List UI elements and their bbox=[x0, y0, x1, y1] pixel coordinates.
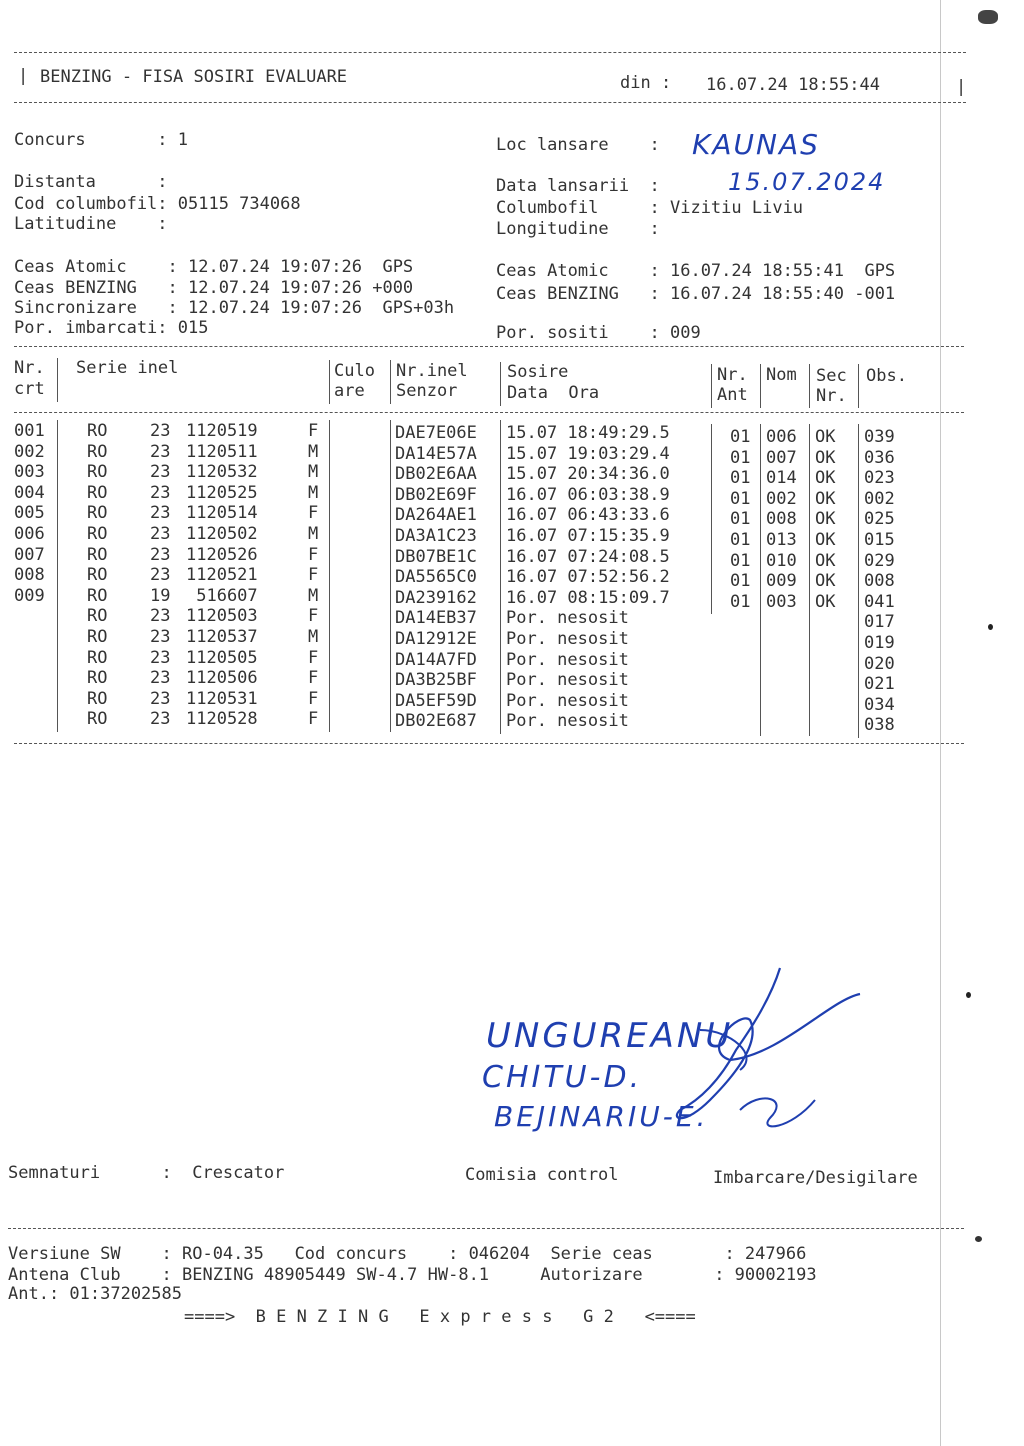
col-nr-header: Nr. bbox=[14, 358, 45, 378]
ring-country: RO bbox=[87, 565, 108, 586]
distanta-field: Distanta : bbox=[14, 172, 168, 192]
col-separator bbox=[390, 420, 391, 732]
ring-year: 23 bbox=[150, 462, 171, 483]
sec-status: OK bbox=[815, 530, 836, 550]
ring-number: 1120505 bbox=[186, 647, 258, 668]
ring-sex: M bbox=[308, 627, 319, 647]
ring-sex: M bbox=[308, 482, 319, 503]
obs-value: 039 bbox=[864, 427, 895, 447]
arrival-time: Por. nesosit bbox=[506, 690, 629, 711]
obs-value: 021 bbox=[864, 674, 895, 695]
data-lansarii-handwritten: 15.07.2024 bbox=[728, 168, 886, 196]
ring-year: 23 bbox=[150, 688, 171, 709]
sec-status: OK bbox=[815, 550, 836, 571]
arrival-time: 16.07 07:15:35.9 bbox=[506, 526, 670, 546]
ring-year: 23 bbox=[150, 565, 171, 586]
ring-country: RO bbox=[87, 668, 108, 689]
por-imbarcati: Por. imbarcati: 015 bbox=[14, 318, 209, 338]
ring-country: RO bbox=[87, 524, 108, 544]
clock-atomic-end: Ceas Atomic : 16.07.24 18:55:41 GPS bbox=[496, 261, 896, 281]
row-number: 008 bbox=[14, 565, 45, 586]
arrival-time: 16.07 06:03:38.9 bbox=[506, 484, 670, 505]
ring-sex: M bbox=[308, 462, 319, 483]
ring-country: RO bbox=[87, 606, 108, 627]
arrival-time: Por. nesosit bbox=[506, 711, 629, 732]
arrival-time: Por. nesosit bbox=[506, 608, 629, 629]
divider bbox=[14, 743, 964, 744]
arrival-time: 15.07 18:49:29.5 bbox=[506, 423, 670, 443]
col-nr-ant-header: Nr. bbox=[717, 365, 748, 385]
antenna-nr: 01 bbox=[730, 509, 751, 530]
latitudine-field: Latitudine : bbox=[14, 214, 168, 234]
date-label: din : bbox=[620, 73, 672, 93]
ring-country: RO bbox=[87, 462, 108, 483]
sensor-id: DA14EB37 bbox=[395, 608, 477, 629]
date-value: 16.07.24 18:55:44 bbox=[706, 75, 880, 95]
ring-country: RO bbox=[87, 421, 108, 441]
sensor-id: DA5EF59D bbox=[395, 690, 477, 711]
antenna-nr: 01 bbox=[730, 571, 751, 592]
arrival-time: 16.07 08:15:09.7 bbox=[506, 587, 670, 608]
col-separator bbox=[760, 424, 761, 736]
row-number: 009 bbox=[14, 585, 45, 606]
col-separator bbox=[858, 424, 859, 738]
ring-country: RO bbox=[87, 482, 108, 503]
columbofil-field: Columbofil : Vizitiu Liviu bbox=[496, 198, 804, 218]
divider bbox=[14, 52, 966, 53]
obs-value: 023 bbox=[864, 468, 895, 489]
col-sec-header: Sec bbox=[816, 366, 847, 386]
ring-year: 19 bbox=[150, 585, 171, 606]
signatures-label: Semnaturi : Crescator bbox=[8, 1163, 285, 1183]
obs-value: 036 bbox=[864, 447, 895, 468]
ring-number: 1120531 bbox=[186, 688, 258, 709]
nom-value: 010 bbox=[766, 550, 797, 571]
arrival-time: 16.07 06:43:33.6 bbox=[506, 505, 670, 526]
comisia-label: Comisia control bbox=[465, 1165, 619, 1185]
sensor-id: DB02E687 bbox=[395, 711, 477, 732]
arrival-time: 16.07 07:52:56.2 bbox=[506, 567, 670, 588]
col-separator bbox=[711, 424, 712, 614]
divider bbox=[14, 412, 964, 413]
col-separator bbox=[329, 360, 330, 404]
divider bbox=[14, 102, 966, 103]
sensor-id: DA12912E bbox=[395, 629, 477, 649]
col-senzor-header: Senzor bbox=[396, 381, 458, 401]
arrival-time: Por. nesosit bbox=[506, 670, 629, 691]
ring-country: RO bbox=[87, 503, 108, 524]
col-obs-header: Obs. bbox=[866, 366, 907, 386]
sec-status: OK bbox=[815, 571, 836, 592]
ring-year: 23 bbox=[150, 668, 171, 689]
obs-value: 017 bbox=[864, 612, 895, 633]
col-culo-header: Culo bbox=[334, 361, 375, 381]
obs-value: 025 bbox=[864, 509, 895, 530]
nom-value: 013 bbox=[766, 530, 797, 550]
antenna-nr: 01 bbox=[730, 468, 751, 489]
ring-sex: F bbox=[308, 606, 319, 627]
sec-status: OK bbox=[815, 468, 836, 489]
sensor-id: DB07BE1C bbox=[395, 546, 477, 567]
clock-atomic-start: Ceas Atomic : 12.07.24 19:07:26 GPS bbox=[14, 257, 414, 277]
obs-value: 019 bbox=[864, 633, 895, 653]
obs-value: 015 bbox=[864, 530, 895, 550]
obs-value: 034 bbox=[864, 694, 895, 715]
ring-number: 1120525 bbox=[186, 482, 258, 503]
row-number: 007 bbox=[14, 544, 45, 565]
ring-sex: F bbox=[308, 503, 319, 524]
col-separator bbox=[809, 364, 810, 408]
antenna-nr: 01 bbox=[730, 591, 751, 612]
signature-drawing bbox=[640, 960, 880, 1160]
sec-status: OK bbox=[815, 591, 836, 612]
obs-value: 020 bbox=[864, 653, 895, 674]
footer-banner: ====> B E N Z I N G E x p r e s s G 2 <==== bbox=[184, 1307, 696, 1327]
ring-sex: F bbox=[308, 688, 319, 709]
scan-speck bbox=[988, 624, 993, 630]
sec-status: OK bbox=[815, 509, 836, 530]
sensor-id: DA239162 bbox=[395, 587, 477, 608]
col-ant-header: Ant bbox=[717, 385, 748, 405]
ring-year: 23 bbox=[150, 627, 171, 647]
nom-value: 008 bbox=[766, 509, 797, 530]
antenna-nr: 01 bbox=[730, 427, 751, 447]
ring-sex: M bbox=[308, 441, 319, 462]
ring-sex: F bbox=[308, 668, 319, 689]
col-separator bbox=[390, 360, 391, 404]
row-number: 006 bbox=[14, 524, 45, 544]
footer-line-1: Versiune SW : RO-04.35 Cod concurs : 046204 Serie ceas : 247966 bbox=[8, 1244, 807, 1264]
scan-speck bbox=[975, 1236, 982, 1242]
obs-value: 029 bbox=[864, 550, 895, 571]
ring-number: 1120514 bbox=[186, 503, 258, 524]
ring-number: 1120511 bbox=[186, 441, 258, 462]
obs-value: 038 bbox=[864, 715, 895, 736]
ring-number: 1120502 bbox=[186, 524, 258, 544]
ring-country: RO bbox=[87, 709, 108, 730]
antenna-nr: 01 bbox=[730, 447, 751, 468]
col-separator bbox=[760, 364, 761, 408]
sensor-id: DA5565C0 bbox=[395, 567, 477, 588]
nom-value: 002 bbox=[766, 488, 797, 509]
longitudine-field: Longitudine : bbox=[496, 219, 660, 239]
ring-year: 23 bbox=[150, 647, 171, 668]
ring-number: 516607 bbox=[186, 585, 258, 606]
sec-status: OK bbox=[815, 447, 836, 468]
divider bbox=[8, 1228, 964, 1229]
ring-number: 1120526 bbox=[186, 544, 258, 565]
por-sositi: Por. sositi : 009 bbox=[496, 323, 701, 343]
nom-value: 003 bbox=[766, 591, 797, 612]
col-separator bbox=[500, 420, 501, 734]
obs-value: 008 bbox=[864, 571, 895, 592]
nom-value: 009 bbox=[766, 571, 797, 592]
concurs-field: Concurs : 1 bbox=[14, 130, 188, 150]
row-number: 001 bbox=[14, 421, 45, 441]
ring-number: 1120503 bbox=[186, 606, 258, 627]
divider bbox=[14, 346, 964, 347]
header-bar-right: | bbox=[956, 77, 967, 97]
sensor-id: DA3B25BF bbox=[395, 670, 477, 691]
ring-sex: F bbox=[308, 647, 319, 668]
ring-year: 23 bbox=[150, 503, 171, 524]
page-title: BENZING - FISA SOSIRI EVALUARE bbox=[40, 67, 348, 87]
col-nom-header: Nom bbox=[766, 365, 797, 385]
arrival-time: Por. nesosit bbox=[506, 629, 629, 649]
footer-line-3: Ant.: 01:37202585 bbox=[8, 1284, 182, 1304]
sensor-id: DA14A7FD bbox=[395, 649, 477, 670]
cod-columbofil-field: Cod columbofil: 05115 734068 bbox=[14, 194, 301, 214]
arrival-time: Por. nesosit bbox=[506, 649, 629, 670]
col-separator bbox=[57, 420, 58, 732]
ring-year: 23 bbox=[150, 524, 171, 544]
antenna-nr: 01 bbox=[730, 530, 751, 550]
ring-year: 23 bbox=[150, 482, 171, 503]
imbarcare-label: Imbarcare/Desigilare bbox=[713, 1168, 918, 1188]
sensor-id: DA3A1C23 bbox=[395, 526, 477, 546]
ring-number: 1120532 bbox=[186, 462, 258, 483]
header-bar-left: | bbox=[18, 66, 29, 86]
col-are-header: are bbox=[334, 381, 365, 401]
ring-sex: M bbox=[308, 524, 319, 544]
col-secnr-header: Nr. bbox=[816, 386, 847, 406]
ring-number: 1120521 bbox=[186, 565, 258, 586]
obs-value: 041 bbox=[864, 591, 895, 612]
sensor-id: DA264AE1 bbox=[395, 505, 477, 526]
col-separator bbox=[809, 424, 810, 736]
antenna-nr: 01 bbox=[730, 488, 751, 509]
row-number: 002 bbox=[14, 441, 45, 462]
clock-benzing-end: Ceas BENZING : 16.07.24 18:55:40 -001 bbox=[496, 284, 896, 304]
col-separator bbox=[329, 420, 330, 732]
ring-sex: F bbox=[308, 565, 319, 586]
ring-country: RO bbox=[87, 585, 108, 606]
sensor-id: DB02E69F bbox=[395, 484, 477, 505]
nom-value: 007 bbox=[766, 447, 797, 468]
row-number: 003 bbox=[14, 462, 45, 483]
col-separator bbox=[57, 358, 58, 402]
col-nrinel-header: Nr.inel bbox=[396, 361, 468, 381]
sec-status: OK bbox=[815, 427, 836, 447]
col-sosire-header: Sosire bbox=[507, 362, 569, 382]
ring-year: 23 bbox=[150, 421, 171, 441]
sensor-id: DA14E57A bbox=[395, 443, 477, 464]
row-number: 004 bbox=[14, 482, 45, 503]
arrival-time: 15.07 20:34:36.0 bbox=[506, 464, 670, 485]
arrival-time: 15.07 19:03:29.4 bbox=[506, 443, 670, 464]
nom-value: 006 bbox=[766, 427, 797, 447]
data-lansarii-label: Data lansarii : bbox=[496, 176, 660, 196]
row-number: 005 bbox=[14, 503, 45, 524]
obs-value: 002 bbox=[864, 488, 895, 509]
ring-number: 1120528 bbox=[186, 709, 258, 730]
footer-line-2: Antena Club : BENZING 48905449 SW-4.7 HW-8.1 Autorizare : 90002193 bbox=[8, 1265, 817, 1285]
handwritten-name-2: CHITU-D. bbox=[482, 1060, 643, 1095]
clock-benzing-start: Ceas BENZING : 12.07.24 19:07:26 +000 bbox=[14, 278, 414, 298]
ring-sex: F bbox=[308, 709, 319, 730]
loc-lansare-label: Loc lansare : bbox=[496, 135, 660, 155]
ring-sex: F bbox=[308, 421, 319, 441]
ring-country: RO bbox=[87, 441, 108, 462]
ring-number: 1120519 bbox=[186, 421, 258, 441]
ring-number: 1120537 bbox=[186, 627, 258, 647]
loc-lansare-handwritten: KAUNAS bbox=[692, 128, 820, 161]
ring-year: 23 bbox=[150, 606, 171, 627]
nom-value: 014 bbox=[766, 468, 797, 489]
scan-speck bbox=[978, 10, 998, 24]
sensor-id: DB02E6AA bbox=[395, 464, 477, 485]
sec-status: OK bbox=[815, 488, 836, 509]
ring-country: RO bbox=[87, 627, 108, 647]
col-separator bbox=[858, 364, 859, 408]
handwritten-name-1: UNGUREANU bbox=[486, 1016, 734, 1056]
col-separator bbox=[500, 362, 501, 406]
col-crt-header: crt bbox=[14, 379, 45, 399]
ring-country: RO bbox=[87, 647, 108, 668]
col-serie-header: Serie inel bbox=[76, 358, 179, 378]
arrival-time: 16.07 07:24:08.5 bbox=[506, 546, 670, 567]
ring-sex: F bbox=[308, 544, 319, 565]
paper-edge bbox=[940, 0, 941, 1446]
ring-country: RO bbox=[87, 544, 108, 565]
ring-year: 23 bbox=[150, 544, 171, 565]
ring-number: 1120506 bbox=[186, 668, 258, 689]
col-separator bbox=[711, 364, 712, 408]
ring-year: 23 bbox=[150, 709, 171, 730]
ring-country: RO bbox=[87, 688, 108, 709]
antenna-nr: 01 bbox=[730, 550, 751, 571]
scan-speck bbox=[966, 992, 971, 998]
sensor-id: DAE7E06E bbox=[395, 423, 477, 443]
col-data-ora-header: Data Ora bbox=[507, 383, 600, 403]
ring-sex: M bbox=[308, 585, 319, 606]
ring-year: 23 bbox=[150, 441, 171, 462]
handwritten-name-3: BEJINARIU-E. bbox=[494, 1100, 709, 1133]
sync-start: Sincronizare : 12.07.24 19:07:26 GPS+03h bbox=[14, 298, 455, 318]
